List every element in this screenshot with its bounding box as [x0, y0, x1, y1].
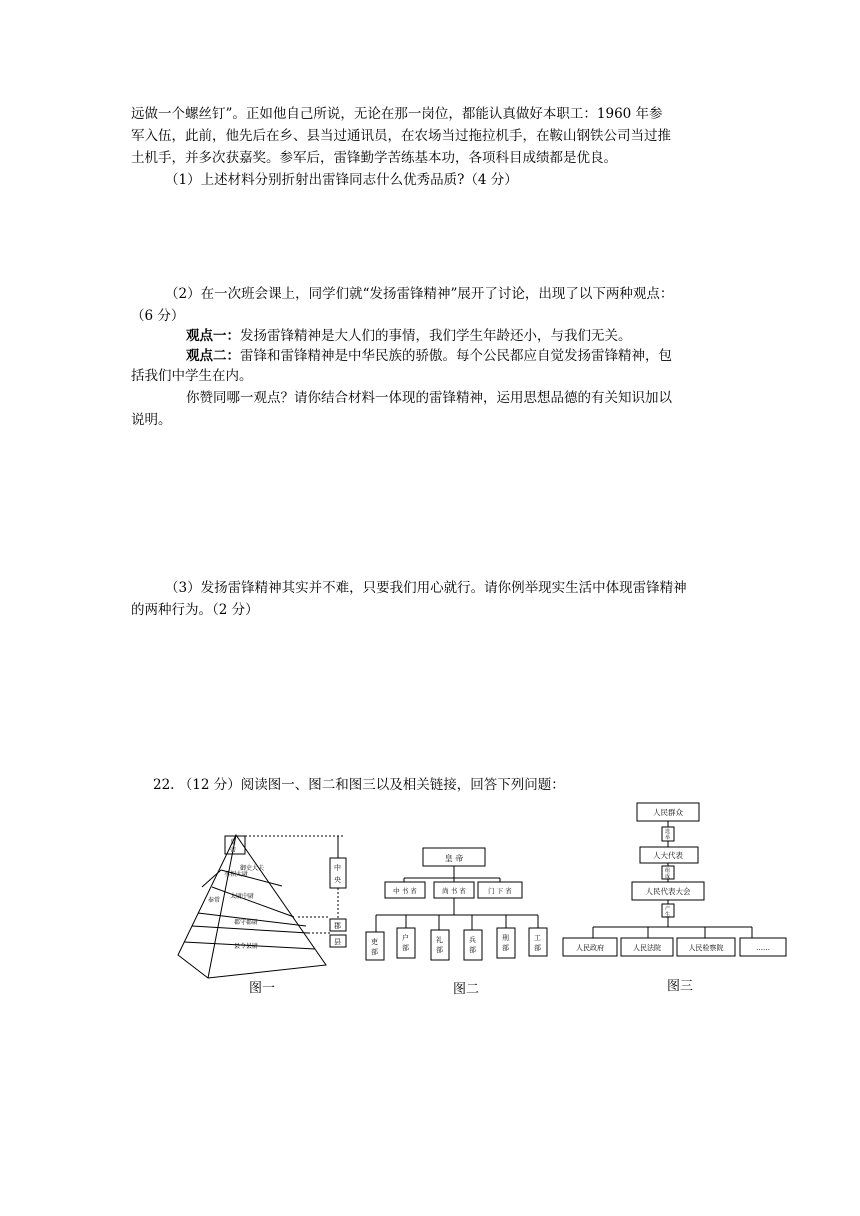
question-2-line-a: （2）在一次班会课上，同学们就“发扬雷锋精神”展开了讨论，出现了以下两种观点：	[165, 286, 674, 302]
figure-3-caption: 图三	[667, 979, 694, 994]
question-2-line-b: （6 分）	[131, 308, 185, 324]
viewpoint-1-text: 发扬雷锋精神是大人们的事情，我们学生年龄还小，与我们无关。	[240, 328, 632, 344]
svg-text:御史大夫: 御史大夫	[240, 865, 265, 872]
figure-2-chart	[360, 840, 560, 965]
fig3-edge-elect: 选	[665, 829, 671, 835]
fig2-ministry-xing: 刑	[502, 934, 509, 942]
svg-text:郡守郡尉: 郡守郡尉	[234, 919, 259, 926]
fig3-more: ……	[756, 944, 770, 952]
viewpoint-2	[186, 345, 786, 367]
fig2-ministry-rites: 礼	[436, 936, 443, 944]
fig2-dept-menxia: 门 下 省	[488, 887, 512, 895]
fig2-dept-shangshu: 尚 书 省	[442, 887, 466, 895]
figure-3-chart	[560, 800, 790, 965]
question-3-line-b: 的两种行为。（2 分）	[131, 602, 259, 618]
svg-text:奉常: 奉常	[208, 897, 221, 904]
fig2-ministry-li: 吏	[371, 938, 378, 946]
fig3-government: 人民政府	[576, 944, 604, 952]
svg-text:部: 部	[502, 944, 509, 952]
material-line-2: 军入伍，此前，他先后在乡、县当过通讯员，在农场当过拖拉机手，在鞍山钢铁公司当过推	[131, 128, 671, 144]
svg-text:太尉中尉: 太尉中尉	[230, 893, 255, 900]
fig1-county-label: 县	[334, 938, 341, 946]
fig2-emperor: 皇 帝	[444, 854, 464, 863]
viewpoint-2-cont: 括我们中学生在内。	[131, 368, 253, 384]
fig3-edge-produce: 产	[665, 906, 671, 912]
figure-1-pyramid	[168, 830, 348, 985]
fig1-commandery-label: 郡	[334, 922, 341, 930]
question-2-prompt-a: 你赞同哪一观点？请你结合材料一体现的雷锋精神，运用思想品德的有关知识加以	[186, 390, 672, 406]
fig2-ministry-bing: 兵	[469, 936, 476, 944]
fig1-central-label: 中	[334, 864, 341, 872]
svg-text:部: 部	[469, 946, 476, 954]
viewpoint-1	[186, 325, 786, 347]
fig1-apex-char1: 皇	[230, 839, 237, 846]
svg-text:成: 成	[665, 874, 671, 880]
figure-2-caption: 图二	[453, 982, 480, 997]
material-line-1: 远做一个螺丝钉”。正如他自己所说，无论在那一岗位，都能认真做好本职工：1960 年参	[131, 106, 663, 122]
fig3-procuratorate: 人民检察院	[688, 944, 724, 952]
svg-text:部: 部	[402, 944, 409, 952]
fig2-dept-zhongshu: 中 书 省	[393, 887, 417, 895]
svg-text:生: 生	[665, 912, 671, 918]
fig3-edge-compose: 组	[665, 868, 671, 874]
fig3-masses: 人民群众	[653, 808, 683, 817]
svg-text:举: 举	[665, 835, 671, 841]
fig2-ministry-hu: 户	[402, 934, 409, 942]
fig1-apex-char2: 帝	[230, 847, 237, 854]
svg-text:部: 部	[371, 948, 378, 956]
question-2-prompt-b: 说明。	[131, 412, 172, 428]
question-22: 22. （12 分）阅读图一、图二和图三以及相关链接，回答下列问题：	[153, 777, 565, 793]
question-3-line-a: （3）发扬雷锋精神其实并不难，只要我们用心就行。请你例举现实生活中体现雷锋精神	[165, 580, 687, 596]
svg-text:丞相太尉: 丞相太尉	[224, 871, 249, 878]
question-1: （1）上述材料分别折射出雷锋同志什么优秀品质?（4 分）	[165, 172, 518, 188]
viewpoint-2-text: 雷锋和雷锋精神是中华民族的骄傲。每个公民都应自觉发扬雷锋精神，包	[240, 348, 672, 364]
fig3-congress: 人民代表大会	[645, 887, 691, 896]
viewpoint-1-label: 观点一：	[186, 328, 240, 344]
viewpoint-2-label: 观点二：	[186, 348, 240, 364]
material-line-3: 土机手，并多次获嘉奖。参军后，雷锋勤学苦练基本功，各项科目成绩都是优良。	[131, 150, 617, 166]
svg-text:县令县尉: 县令县尉	[234, 943, 259, 950]
svg-text:部: 部	[436, 946, 443, 954]
figure-1-caption: 图一	[249, 981, 276, 996]
fig3-deputies: 人大代表	[653, 851, 683, 860]
svg-text:央: 央	[334, 876, 341, 884]
fig2-ministry-gong: 工	[534, 934, 541, 942]
svg-text:部: 部	[534, 944, 541, 952]
fig3-court: 人民法院	[633, 944, 661, 952]
